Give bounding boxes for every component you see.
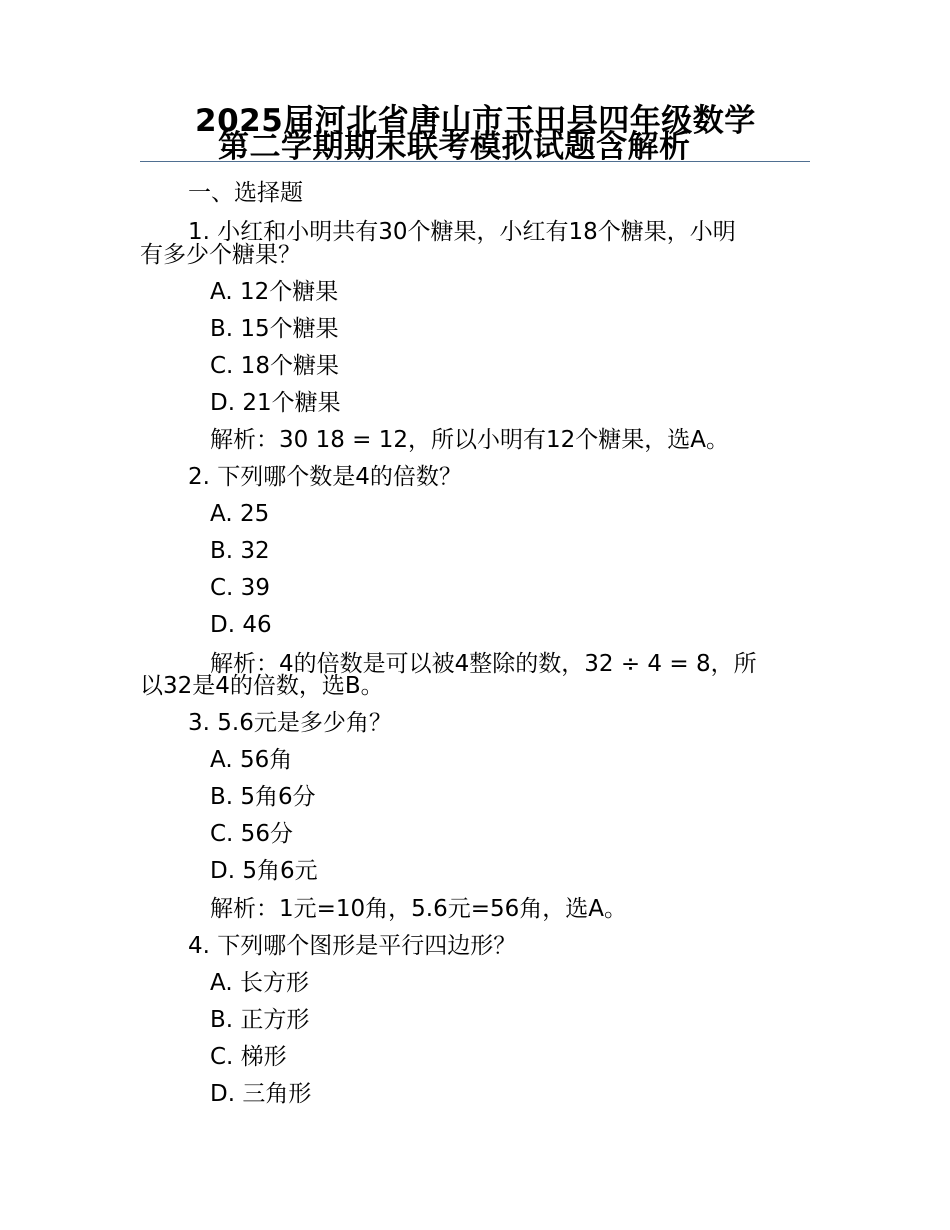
question-1-option-c: C. 18个糖果 — [210, 353, 339, 379]
question-2-option-a: A. 25 — [210, 501, 270, 527]
question-1-option-a: A. 12个糖果 — [210, 279, 339, 305]
question-4-option-d: D. 三角形 — [210, 1081, 312, 1107]
question-2-analysis-line-2: 以32是4的倍数，选B。 — [140, 673, 384, 699]
question-2-option-b: B. 32 — [210, 538, 270, 564]
document-title — [140, 103, 810, 165]
question-3-option-d: D. 5角6元 — [210, 858, 318, 884]
question-4-option-a: A. 长方形 — [210, 970, 309, 996]
question-1-option-d: D. 21个糖果 — [210, 390, 341, 416]
question-2-analysis-line-1: 解析：4的倍数是可以被4整除的数，32 ÷ 4 = 8，所 — [210, 651, 757, 677]
question-4-option-b: B. 正方形 — [210, 1007, 310, 1033]
question-4-stem: 4. 下列哪个图形是平行四边形？ — [188, 933, 517, 959]
question-3-option-b: B. 5角6分 — [210, 784, 316, 810]
question-2-option-c: C. 39 — [210, 575, 270, 601]
question-1-analysis: 解析：30 18 = 12，所以小明有12个糖果，选A。 — [210, 427, 730, 453]
title-line-1: 2025届河北省唐山市玉田县四年级数学 — [195, 103, 756, 139]
question-1-stem-line-1: 1. 小红和小明共有30个糖果，小红有18个糖果，小明 — [188, 219, 736, 245]
title-line-2: 第二学期期末联考模拟试题含解析 — [218, 129, 691, 165]
question-3-analysis: 解析：1元=10角，5.6元=56角，选A。 — [210, 896, 628, 922]
question-4-option-c: C. 梯形 — [210, 1044, 287, 1070]
question-2-option-d: D. 46 — [210, 612, 272, 638]
question-3-stem: 3. 5.6元是多少角？ — [188, 710, 392, 736]
question-1-option-b: B. 15个糖果 — [210, 316, 339, 342]
question-1-stem-line-2: 有多少个糖果？ — [140, 242, 301, 268]
question-3-option-a: A. 56角 — [210, 747, 293, 773]
title-divider — [140, 161, 810, 162]
question-3-option-c: C. 56分 — [210, 821, 293, 847]
section-heading: 一、选择题 — [188, 180, 303, 206]
question-2-stem: 2. 下列哪个数是4的倍数？ — [188, 464, 462, 490]
